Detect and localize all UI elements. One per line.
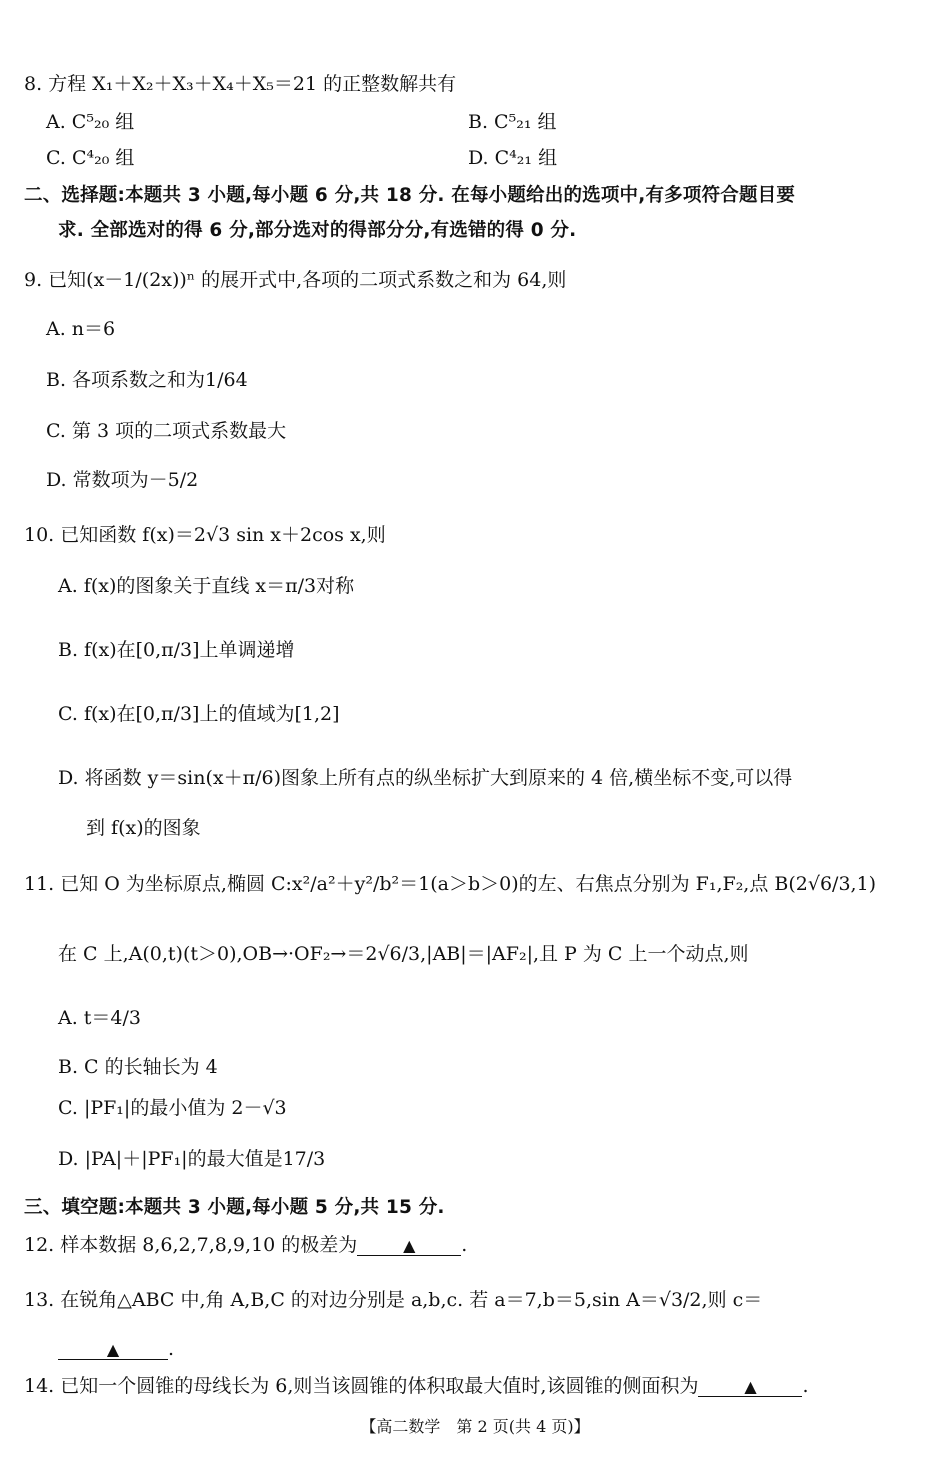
q8-option-c: C. C⁴₂₀ 组 — [46, 147, 135, 169]
q11-stem-continued: 在 C 上,A(0,t)(t＞0),OB→·OF₂→＝2√6/3,|AB|＝|AF₂|,且 P 为 C 上一个动点,则 — [58, 943, 749, 965]
q11-stem: 11. 已知 O 为坐标原点,椭圆 C:x²/a²＋y²/b²＝1(a＞b＞0)的左、右焦点分别为 F₁,F₂,点 B(2√6/3,1) — [24, 873, 877, 895]
q11-option-b: B. C 的长轴长为 4 — [58, 1056, 218, 1078]
q10-option-c: C. f(x)在[0,π/3]上的值域为[1,2] — [58, 703, 340, 725]
q13-period: . — [168, 1338, 175, 1360]
q10-option-d: D. 将函数 y＝sin(x＋π/6)图象上所有点的纵坐标扩大到原来的 4 倍,横坐标不变,可以得 — [58, 767, 793, 789]
triangle-icon: ▲ — [744, 1377, 757, 1396]
q13-line-2 — [58, 1337, 174, 1361]
q8-option-b: B. C⁵₂₁ 组 — [468, 111, 557, 133]
q8-option-a: A. C⁵₂₀ 组 — [46, 111, 135, 133]
q8-stem: 8. 方程 X₁＋X₂＋X₃＋X₄＋X₅＝21 的正整数解共有 — [24, 73, 457, 95]
q14-answer-blank — [698, 1374, 802, 1397]
page-footer: 【高二数学 第 2 页(共 4 页)】 — [360, 1417, 590, 1436]
q8-option-d: D. C⁴₂₁ 组 — [468, 147, 558, 169]
q14-line — [24, 1374, 809, 1398]
q10-option-d-continued: 到 f(x)的图象 — [86, 817, 201, 839]
q12-answer-blank — [357, 1233, 461, 1256]
q9-option-a: A. n＝6 — [46, 318, 116, 340]
q10-option-b: B. f(x)在[0,π/3]上单调递增 — [58, 639, 295, 661]
q12-line — [24, 1233, 467, 1257]
q13-stem: 13. 在锐角△ABC 中,角 A,B,C 的对边分别是 a,b,c. 若 a＝7,b＝5,sin A＝√3/2,则 c＝ — [24, 1289, 763, 1311]
triangle-icon: ▲ — [403, 1236, 416, 1255]
section3-heading: 三、填空题:本题共 3 小题,每小题 5 分,共 15 分. — [24, 1197, 445, 1218]
q9-option-d: D. 常数项为－5/2 — [46, 469, 199, 491]
q10-option-a: A. f(x)的图象关于直线 x＝π/3对称 — [58, 575, 355, 597]
q12-period: . — [461, 1234, 468, 1256]
q9-option-b: B. 各项系数之和为1/64 — [46, 369, 248, 391]
q14-period: . — [802, 1375, 809, 1397]
q11-option-d: D. |PA|＋|PF₁|的最大值是17/3 — [58, 1148, 326, 1170]
q12-stem: 12. 样本数据 8,6,2,7,8,9,10 的极差为 — [24, 1234, 358, 1256]
q11-option-a: A. t＝4/3 — [58, 1007, 142, 1029]
q13-answer-blank — [58, 1337, 168, 1360]
q9-option-c: C. 第 3 项的二项式系数最大 — [46, 420, 287, 442]
q9-stem: 9. 已知(x－1/(2x))ⁿ 的展开式中,各项的二项式系数之和为 64,则 — [24, 269, 567, 291]
q11-option-c: C. |PF₁|的最小值为 2－√3 — [58, 1097, 287, 1119]
section2-instructions: 求. 全部选对的得 6 分,部分选对的得部分分,有选错的得 0 分. — [58, 220, 577, 241]
triangle-icon: ▲ — [106, 1340, 120, 1359]
q14-stem: 14. 已知一个圆锥的母线长为 6,则当该圆锥的体积取最大值时,该圆锥的侧面积为 — [24, 1375, 699, 1397]
q10-stem: 10. 已知函数 f(x)＝2√3 sin x＋2cos x,则 — [24, 524, 386, 546]
section2-heading: 二、选择题:本题共 3 小题,每小题 6 分,共 18 分. 在每小题给出的选项中,有多项符合题目要 — [24, 185, 796, 206]
